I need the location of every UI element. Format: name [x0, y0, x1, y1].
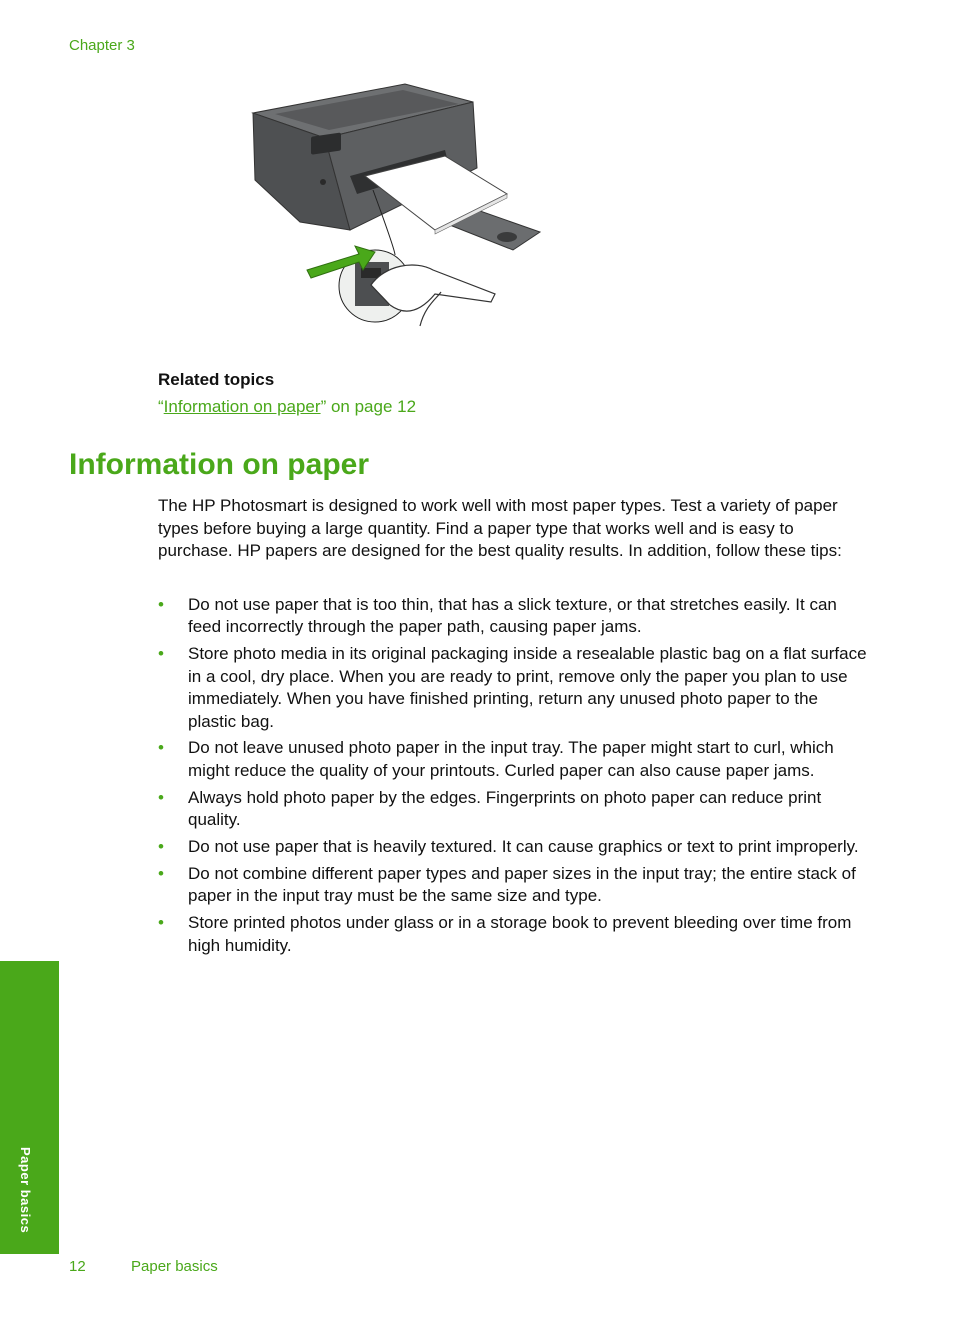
list-item	[158, 643, 870, 733]
list-item	[158, 737, 870, 782]
chapter-label: Chapter 3	[69, 37, 135, 54]
list-item	[158, 863, 870, 908]
bullet: •	[158, 787, 164, 807]
tips-list	[158, 594, 870, 962]
section-heading: Information on paper	[69, 448, 369, 481]
tip-text: Store photo media in its original packaging inside a resealable plastic bag on a flat surface in a cool, dry place. When you are ready to print, remove only the paper you plan to use immediately. When you have finished printing, return any unused photo paper to the plastic bag.	[188, 644, 867, 731]
open-quote: “	[158, 397, 164, 416]
bullet: •	[158, 913, 164, 933]
side-tab-label: Paper basics	[18, 1147, 33, 1234]
bullet: •	[158, 837, 164, 857]
bullet: •	[158, 595, 164, 614]
list-item	[158, 836, 870, 858]
tip-text: Do not combine different paper types and paper sizes in the input tray; the entire stack of paper in the input tray must be the same size and type.	[188, 863, 856, 906]
bullet: •	[158, 644, 164, 664]
related-topics-title: Related topics	[158, 370, 275, 389]
tip-text: Store printed photos under glass or in a storage book to prevent bleeding over time from high humidity.	[188, 913, 852, 955]
bullet: •	[158, 738, 164, 758]
page-reference: ” on page 12	[320, 397, 417, 416]
tip-text: Do not leave unused photo paper in the input tray. The paper might start to curl, which might reduce the quality of your printouts. Curled paper can also cause paper jams.	[188, 738, 834, 780]
list-item	[158, 912, 870, 957]
information-on-paper-link[interactable]: Information on paper	[163, 397, 321, 416]
tip-text: Do not use paper that is heavily textured. It can cause graphics or text to print improperly.	[188, 837, 859, 857]
page-number: 12	[69, 1258, 86, 1275]
tip-text: Always hold photo paper by the edges. Fingerprints on photo paper can reduce print quality.	[188, 787, 822, 830]
tip-text: Do not use paper that is too thin, that has a slick texture, or that stretches easily. It can feed incorrectly through the paper path, causing paper jams.	[188, 595, 837, 637]
footer-section-title: Paper basics	[131, 1258, 218, 1275]
list-item	[158, 787, 870, 832]
printer-illustration	[245, 80, 545, 340]
bullet: •	[158, 863, 164, 883]
list-item	[158, 594, 870, 639]
intro-paragraph: The HP Photosmart is designed to work well with most paper types. Test a variety of paper types before buying a large quantity. Find a paper type that works well and is easy to purchase. HP papers are designed for the best quality results. In addition, follow these tips:	[158, 496, 842, 561]
related-topics-entry	[158, 397, 416, 417]
